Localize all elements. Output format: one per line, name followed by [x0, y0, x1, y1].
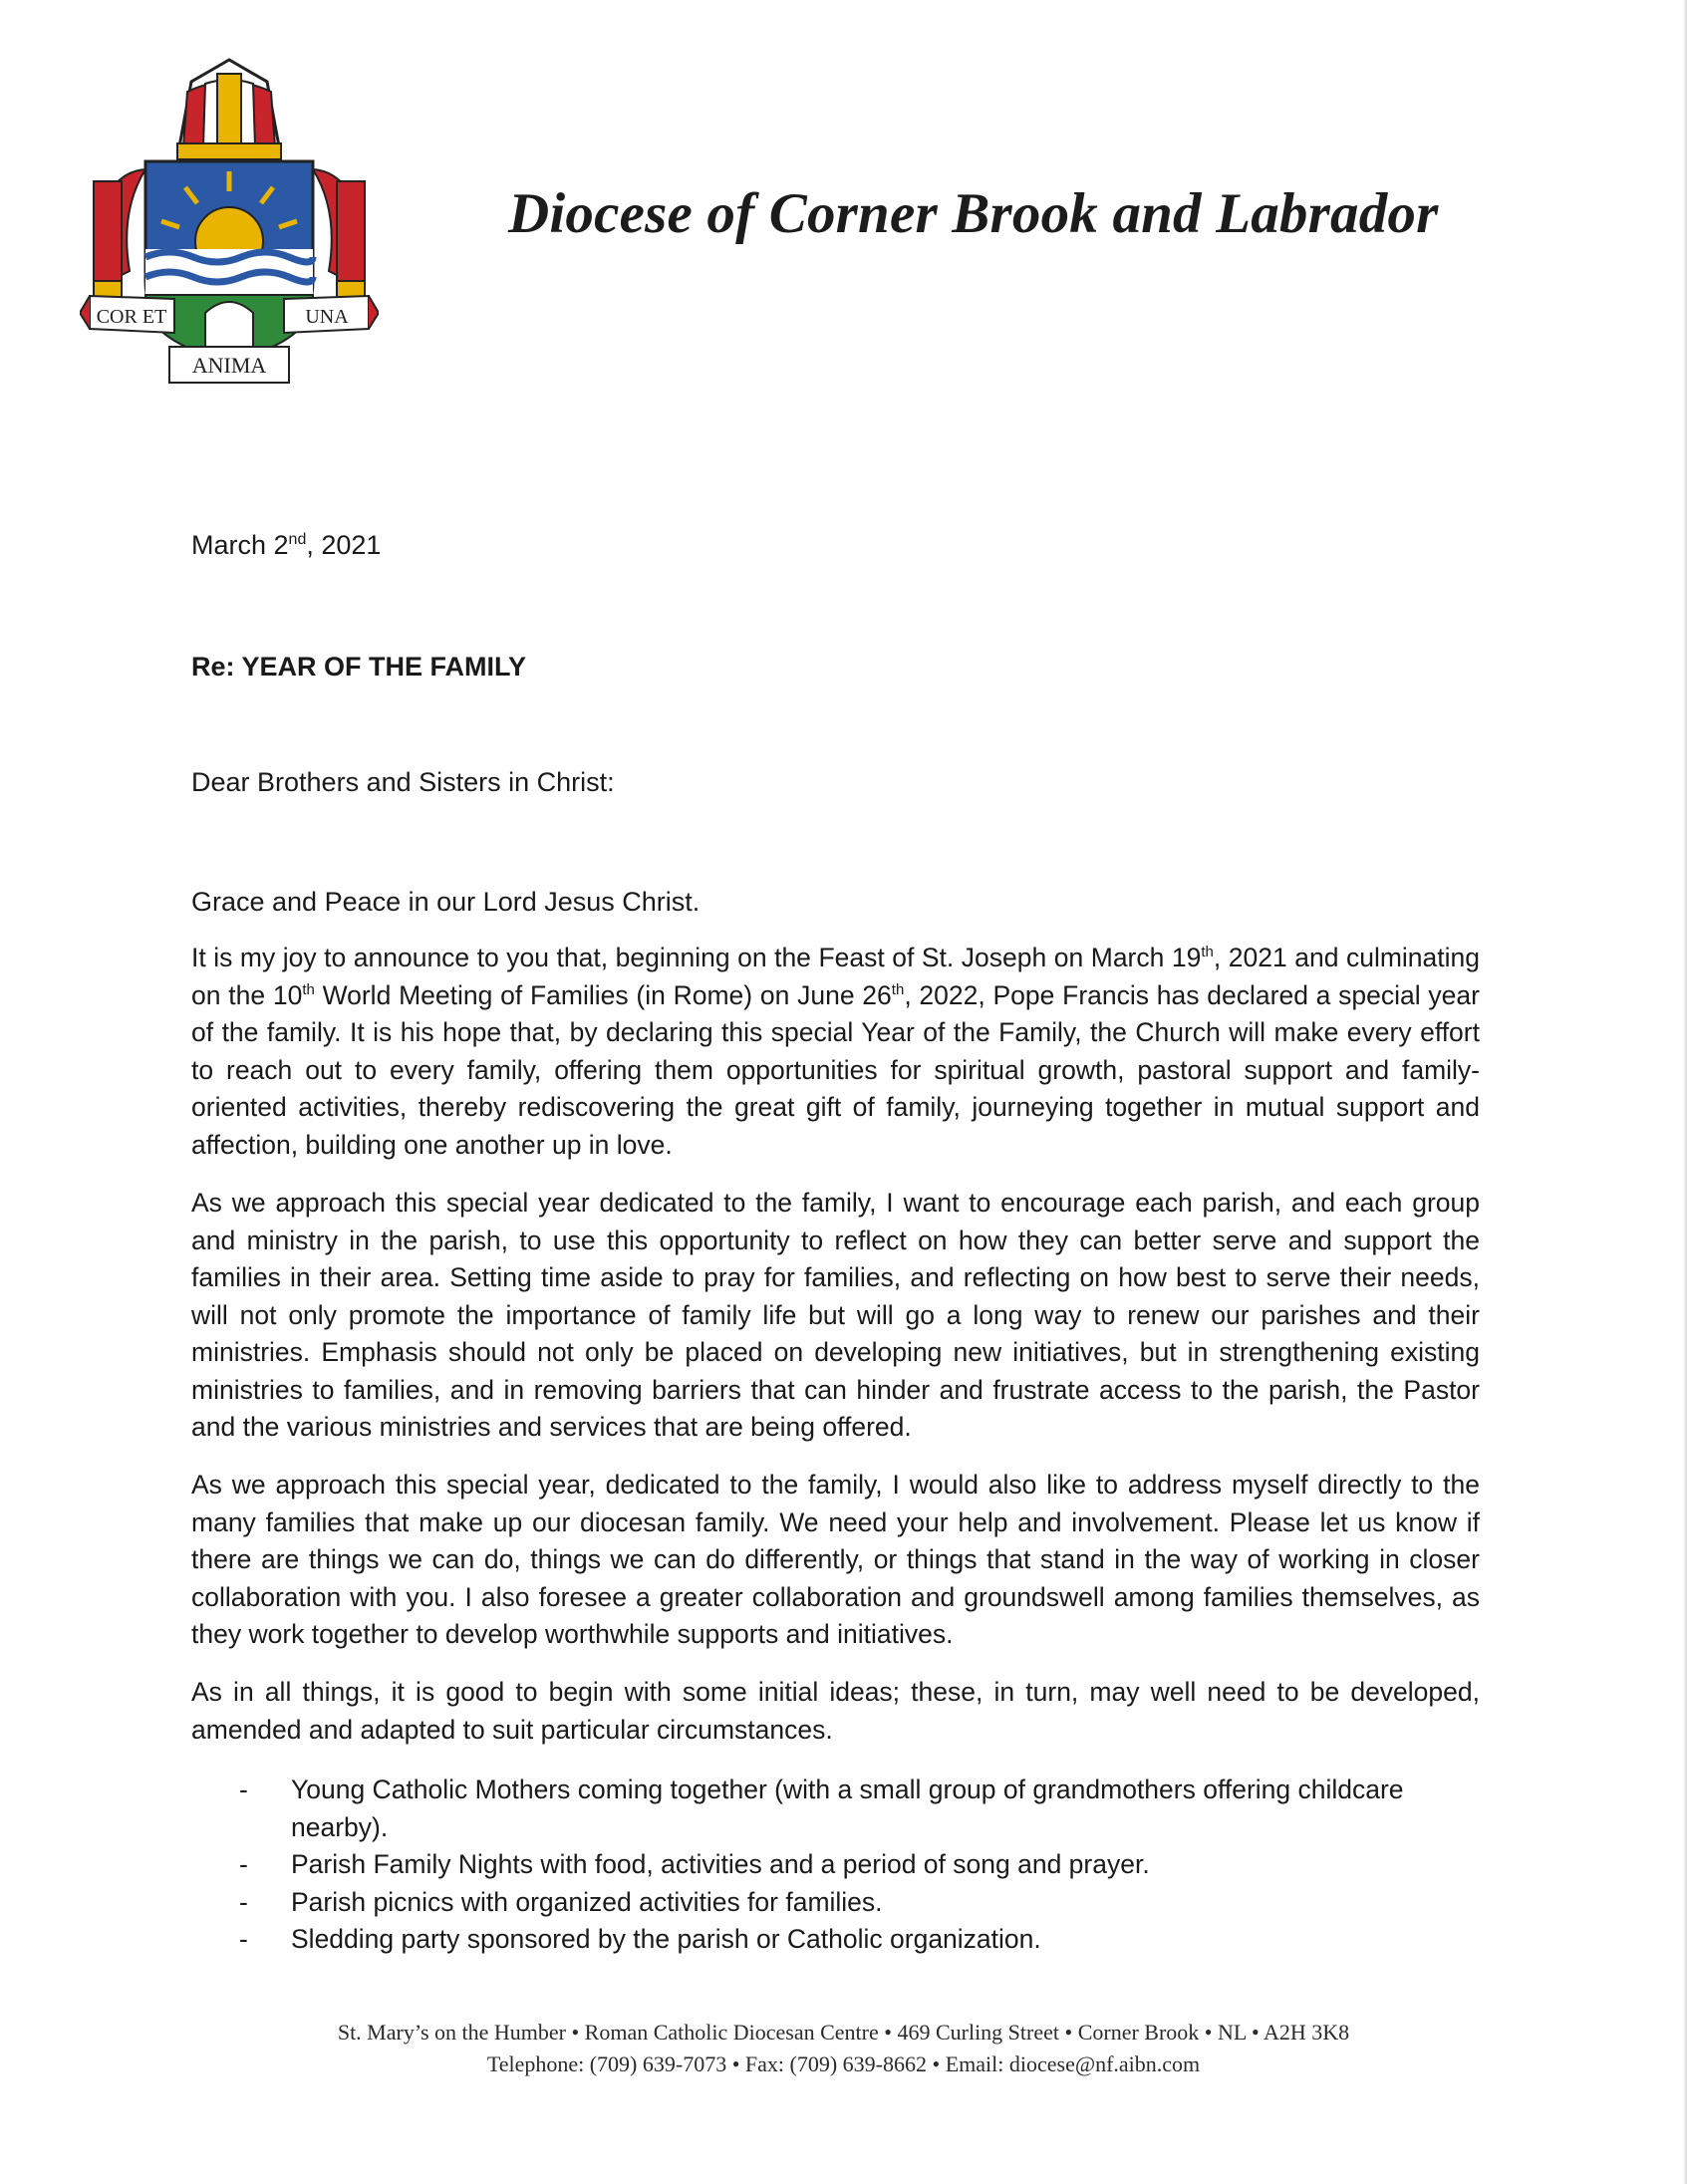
paragraph-initial-ideas: As in all things, it is good to begin with some initial ideas; these, in turn, may well need to be developed, amended and adapted to suit particular circumstances. [191, 1677, 1480, 1745]
list-item-text: Sledding party sponsored by the parish or Catholic organization. [291, 1924, 1041, 1954]
p1-sup-c: th [891, 980, 905, 998]
paragraph-parish-encouragement: As we approach this special year dedicated to the family, I want to encourage each parish, and each group and ministry in the parish, to use this opportunity to reflect on how they can better serve and support the families in their area. Setting time aside to pray for families, and reflecting on how best to serve their needs, will not only promote the importance of family life but will go a long way to renew our parishes and their ministries. Emphasis should not only be placed on developing new initiatives, but in strengthening existing ministries to families, and in removing barriers that can hinder and frustrate access to the parish, the Pastor and the various ministries and services that are being offered. [191, 1188, 1480, 1442]
motto-right: UNA [305, 306, 349, 328]
paragraph-families-address: As we approach this special year, dedicated to the family, I would also like to address myself directly to the many families that make up our diocesan family. We need your help and involvement. Please let us know if there are things we can do, things we can do differently, or things that stand in the way of working in closer collaboration with you. I also foresee a greater collaboration and groundswell among families themselves, as they work together to develop worthwhile supports and initiatives. [191, 1470, 1480, 1649]
list-item [191, 1884, 1487, 1922]
p1-text-d: , 2022, Pope Francis has declared a special year of the family. It is his hope that, by declaring this special Year of the Family, the Church will make every effort to reach out to every family, offering them opportunities for spiritual growth, pastoral support and family-oriented activities, thereby rediscovering the great gift of family, journeying together in mutual support and affection, building one another up in love. [191, 979, 1480, 1160]
motto-left: COR ET [96, 306, 167, 328]
letterhead-title: Diocese of Corner Brook and Labrador [508, 182, 1439, 245]
list-dash: - [239, 1849, 248, 1879]
p1-text-a: It is my joy to announce to you that, beginning on the Feast of St. Joseph on March 19 [191, 943, 1202, 972]
date-main: March 2 [191, 530, 289, 560]
list-dash: - [239, 1774, 248, 1804]
p1-text-b: , 2021 and culminating on the 10 [191, 943, 1480, 1010]
footer-address: St. Mary’s on the Humber • Roman Catholic Diocesan Centre • 469 Curling Street • Corner Brook • NL • A2H 3K8 [337, 2020, 1350, 2045]
salutation: Dear Brothers and Sisters in Christ: [191, 767, 615, 797]
subject-line: Re: YEAR OF THE FAMILY [191, 652, 527, 682]
greeting: Grace and Peace in our Lord Jesus Christ. [191, 887, 701, 917]
paragraph-announcement [191, 940, 1480, 1164]
date-year: , 2021 [306, 530, 382, 560]
p1-sup-a: th [1201, 944, 1214, 961]
letter-date [191, 530, 381, 561]
p1-text-c: World Meeting of Families (in Rome) on June 26 [314, 979, 892, 1010]
list-item [191, 1846, 1487, 1884]
list-item-text: Young Catholic Mothers coming together (with a small group of grandmothers offering childcare nearby). [291, 1774, 1404, 1842]
footer-contact: Telephone: (709) 639-7073 • Fax: (709) 639-8662 • Email: diocese@nf.aibn.com [486, 2051, 1201, 2076]
ideas-list [191, 1772, 1487, 1959]
motto-bottom: ANIMA [191, 353, 267, 378]
date-suffix: nd [288, 531, 307, 548]
list-item-text: Parish picnics with organized activities for families. [291, 1886, 883, 1917]
list-dash: - [239, 1886, 248, 1917]
list-item [191, 1921, 1487, 1959]
list-item [191, 1772, 1487, 1846]
list-item-text: Parish Family Nights with food, activities and a period of song and prayer. [291, 1849, 1150, 1879]
diocese-crest-logo [80, 52, 379, 399]
list-dash: - [239, 1924, 248, 1954]
p1-sup-b: th [302, 980, 315, 998]
